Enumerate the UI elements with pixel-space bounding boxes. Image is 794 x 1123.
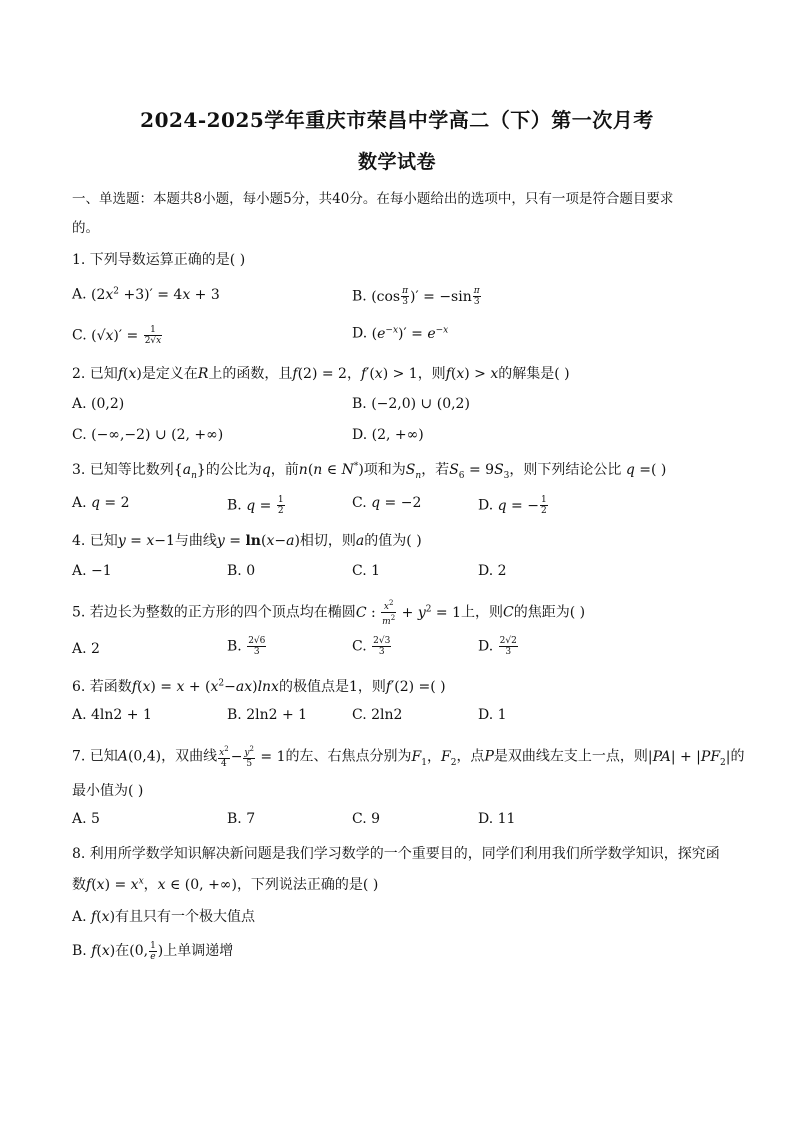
formula: q = $\frac{1}{2}$	[246, 495, 284, 516]
q2-option-b: B. (−2,0) ∪ (0,2)	[352, 396, 470, 412]
q6-option-d: D. 1	[478, 707, 507, 723]
q5-option-b	[227, 636, 267, 657]
q6-option-b: B. 2ln2 + 1	[227, 707, 308, 723]
text: 在	[115, 943, 130, 959]
text: 上的函数，且	[208, 366, 293, 382]
q6-option-a: A. 4ln2 + 1	[72, 707, 152, 723]
text: 有且只有一个极大值点	[115, 909, 256, 925]
formula: $S_6 = 9S_3$	[449, 462, 510, 481]
text: 与曲线	[174, 533, 217, 549]
question-2-stem	[72, 363, 570, 383]
option-label: B.	[72, 943, 87, 959]
text: 相切，则	[299, 533, 356, 549]
option-label: C.	[72, 327, 87, 344]
text: 数	[72, 877, 86, 893]
formula: y = ln(x−a)	[216, 533, 300, 549]
text: 3. 已知等比数列	[72, 462, 174, 478]
q7-option-c: C. 9	[352, 811, 381, 827]
formula: $(2x^2 +3)' = 4x + 3$	[91, 286, 220, 303]
q3-option-d	[478, 495, 549, 516]
question-1-stem: 1. 下列导数运算正确的是( )	[72, 252, 246, 268]
q8-option-a	[72, 906, 255, 926]
formula: $\frac{2√3}{3}$	[373, 636, 391, 657]
q6-option-c: C. 2ln2	[352, 707, 403, 723]
formula: C	[503, 604, 514, 621]
text: 是双曲线左支上一点，则	[493, 748, 648, 765]
formula: $\{a_n\}$	[173, 462, 206, 481]
formula: f(x)	[91, 909, 116, 925]
q1-option-a	[72, 286, 220, 303]
text: 的值为( )	[364, 533, 422, 549]
q2-option-c: C. (−∞,−2) ∪ (2, +∞)	[72, 427, 224, 443]
q3-option-a	[72, 495, 130, 511]
text: 6. 若函数	[72, 679, 132, 695]
q4-option-d: D. 2	[478, 563, 507, 579]
option-label: B.	[352, 288, 367, 305]
formula: f(2) = 2，f′(x) > 1	[292, 366, 418, 382]
text: ，前	[270, 462, 299, 478]
text: 上，则	[461, 604, 504, 621]
option-label: B.	[227, 497, 242, 514]
q4-option-a: A. −1	[72, 563, 112, 579]
text: 是定义在	[141, 366, 198, 382]
formula: (cos $\frac{\pi}{3}$ )′ = −sin $\frac{\pi}{3}$	[371, 286, 480, 307]
question-8-stem: 8. 利用所学数学知识解决新问题是我们学习数学的一个重要目的，同学们利用我们所学数学知识，探究函	[72, 846, 720, 862]
formula: (√x)′ = $\frac{1}{2√x}$	[91, 325, 162, 346]
text: 2. 已知	[72, 366, 118, 382]
formula: a	[355, 533, 365, 549]
formula: q = −2	[371, 495, 422, 511]
q1-option-b	[352, 286, 482, 307]
formula: A(0,4)	[117, 748, 162, 765]
formula: C : $\frac{x^2}{m^2}$ + $y^2 = 1$	[355, 599, 462, 627]
q4-option-c: C. 1	[352, 563, 381, 579]
formula: $\frac{2√6}{3}$	[248, 636, 266, 657]
q1-option-c	[72, 325, 163, 346]
q8-option-b	[72, 940, 233, 962]
text: 4. 已知	[72, 533, 118, 549]
text: 的	[730, 748, 745, 765]
q7-option-b: B. 7	[227, 811, 256, 827]
text: 7. 已知	[72, 748, 118, 765]
question-4-stem	[72, 530, 422, 550]
formula: P	[484, 748, 494, 765]
formula: $\frac{x^2}{4}$ − $\frac{y^2}{5}$ = 1	[219, 745, 286, 769]
question-8-stem-cont	[72, 874, 378, 894]
option-label: D.	[478, 638, 494, 655]
text: ，双曲线	[161, 748, 218, 765]
question-6-stem	[72, 676, 446, 696]
formula: $S_n$	[405, 462, 422, 481]
q5-option-a: A. 2	[72, 641, 100, 657]
q5-option-c	[352, 636, 392, 657]
question-5-stem	[72, 598, 585, 627]
text: 的焦距为( )	[513, 604, 586, 621]
option-label: C.	[352, 638, 367, 655]
question-7-stem	[72, 744, 745, 769]
q1-option-d	[352, 325, 448, 342]
formula: R	[197, 366, 209, 382]
formula: f′(2) =	[385, 679, 431, 695]
text: 5. 若边长为整数的正方形的四个顶点均在椭圆	[72, 604, 356, 621]
text: 的左、右焦点分别为	[285, 748, 412, 765]
q5-option-d	[478, 636, 519, 657]
q7-option-d: D. 11	[478, 811, 516, 827]
text: =( )	[639, 462, 667, 478]
option-label: D.	[478, 497, 494, 514]
formula: f(x) > x	[445, 366, 499, 382]
formula: $(e^{-x})' = e^{-x}$	[371, 325, 449, 342]
formula: q	[261, 462, 271, 478]
q7-option-a: A. 5	[72, 811, 100, 827]
option-label: D.	[352, 325, 368, 342]
q3-option-c	[352, 495, 421, 511]
formula: $F_1$，$F_2$	[411, 748, 457, 768]
option-label: A.	[72, 495, 87, 511]
question-7-stem-cont: 最小值为( )	[72, 783, 144, 799]
option-label: B.	[227, 638, 242, 655]
q3-option-b	[227, 495, 286, 516]
formula: q	[621, 462, 640, 478]
option-label: A.	[72, 286, 87, 303]
formula: $|PA| + |PF_2|$	[647, 748, 731, 768]
text: 的极值点是1，则	[278, 679, 386, 695]
exam-title: 2024-2025学年重庆市荣昌中学高二（下）第一次月考	[140, 108, 654, 132]
exam-subtitle: 数学试卷	[357, 151, 436, 173]
text: 上单调递增	[163, 943, 234, 959]
formula: $\frac{2√2}{3}$	[499, 636, 517, 657]
question-3-stem	[72, 459, 666, 481]
formula: $f(x) = x^x$，x ∈ (0, +∞)	[86, 876, 237, 893]
text: ( )	[430, 679, 446, 695]
text: ，则下列结论公比	[509, 462, 622, 478]
formula: n(n ∈ N*)	[298, 461, 364, 478]
formula: f(x)	[117, 366, 142, 382]
formula: f(x)	[91, 943, 116, 959]
option-label: C.	[352, 495, 367, 511]
formula: q = 2	[91, 495, 130, 511]
formula: (0, $\frac{1}{e}$ )	[129, 940, 164, 962]
option-label: A.	[72, 909, 87, 925]
formula: y = x−1	[117, 533, 175, 549]
text: ，则	[417, 366, 446, 382]
q4-option-b: B. 0	[227, 563, 256, 579]
text: 的解集是( )	[498, 366, 570, 382]
text: ，点	[456, 748, 485, 765]
text: 项和为	[363, 462, 406, 478]
q2-option-d: D. (2, +∞)	[352, 427, 424, 443]
formula: $f(x) = x + (x^2-ax)\ln x$	[131, 678, 279, 695]
text: 的公比为	[205, 462, 262, 478]
text: ，若	[421, 462, 450, 478]
q2-option-a: A. (0,2)	[72, 396, 125, 412]
section-heading-cont: 的。	[72, 220, 99, 236]
formula: q = − $\frac{1}{2}$	[497, 495, 547, 516]
section-heading: 一、单选题：本题共8小题，每小题5分，共40分。在每小题给出的选项中，只有一项是符合题目要求	[72, 191, 674, 207]
text: ，下列说法正确的是( )	[236, 877, 379, 893]
